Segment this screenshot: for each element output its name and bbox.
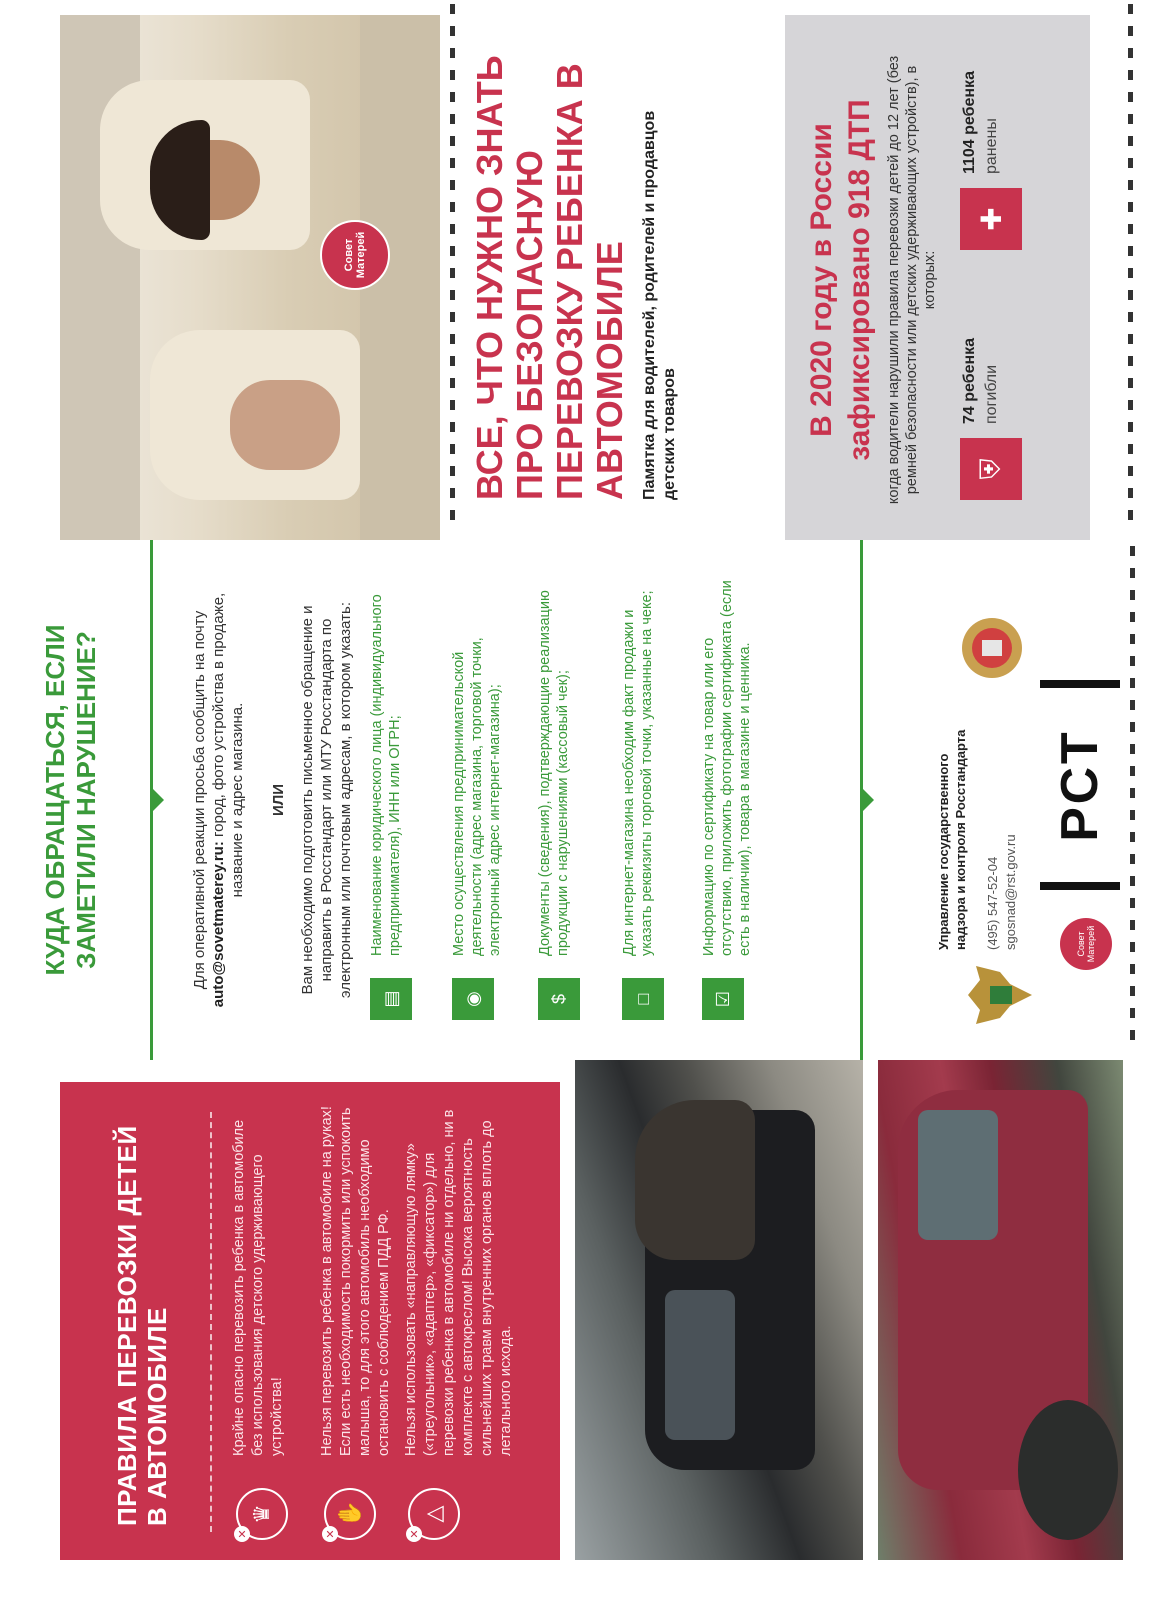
certificate-icon: ☑ xyxy=(702,978,744,1020)
crashed-red-car-photo xyxy=(878,1060,1123,1560)
stats-text: когда водители нарушили правила перевозки детей до 12 лет (без ремней безопасности или детских удерживающих устройств), в которых: xyxy=(886,55,938,505)
dash-mark xyxy=(1128,246,1133,256)
requirement-text: Для интернет-магазина необходим факт продажи и указать реквизиты торговой точки, указанные на чеке; xyxy=(621,590,655,956)
dash-mark xyxy=(450,26,455,36)
laptop-icon: □ xyxy=(622,978,664,1020)
dash-mark xyxy=(1130,876,1135,886)
dash-mark xyxy=(450,378,455,388)
rules-panel xyxy=(0,1060,1163,1600)
traffic-police-emblem-icon xyxy=(960,616,1024,680)
report-panel xyxy=(0,540,1163,1060)
sovet-materey-logo: Совет Матерей xyxy=(1060,918,1112,970)
dash-mark xyxy=(450,70,455,80)
dash-mark xyxy=(1130,788,1135,798)
report-email-link[interactable]: auto@sovetmaterey.ru: xyxy=(210,841,227,1008)
dash-mark xyxy=(1130,898,1135,908)
report-write-text: Вам необходимо подготовить письменное обращение и направить в Росстандарт или МТУ Росстандарта по электронным или почтовым адресам, в котором указать: xyxy=(299,601,354,999)
dash-mark xyxy=(1130,744,1135,754)
dash-mark xyxy=(1130,810,1135,820)
dash-mark xyxy=(450,268,455,278)
dash-mark xyxy=(1130,986,1135,996)
triangle-strap-crossed-icon: ✕ △ xyxy=(408,1488,460,1540)
dash-mark xyxy=(1130,722,1135,732)
cover-subtitle: Памятка для водителей, родителей и продавцов детских товаров xyxy=(641,110,678,500)
stat-label: погибли xyxy=(983,364,1000,424)
dash-mark xyxy=(1130,1008,1135,1018)
cover-title: ВСЕ, ЧТО НУЖНО ЗНАТЬ ПРО БЕЗОПАСНУЮ ПЕРЕВОЗКУ РЕБЕНКА В АВТОМОБИЛЕ xyxy=(469,55,630,500)
dash-mark xyxy=(1128,378,1133,388)
child-seat-crossed-icon: ✕ ♛ xyxy=(236,1488,288,1540)
dash-mark xyxy=(450,114,455,124)
requirement-text: Место осуществления предпринимательской деятельности (адрес магазина, торговой точки, электронный адрес интернет-магазина); xyxy=(451,637,503,956)
eagle-emblem-icon xyxy=(960,960,1038,1030)
stat-number: 74 ребенка xyxy=(961,337,978,424)
dash-mark xyxy=(1130,678,1135,688)
agency-name: Управление государственного надзора и контроля Росстандарта xyxy=(936,729,968,950)
rst-logo: РСТ xyxy=(1040,680,1120,890)
or-label: ИЛИ xyxy=(270,783,287,817)
dash-mark xyxy=(450,400,455,410)
dash-mark xyxy=(1128,202,1133,212)
stat-number: 1104 ребенка xyxy=(961,71,978,174)
report-intro xyxy=(190,580,247,1020)
dash-mark xyxy=(450,224,455,234)
dash-mark xyxy=(1130,854,1135,864)
rule-text: Крайне опасно перевозить ребенка в автомобиле без использования детского удерживающего устройства! xyxy=(231,1119,285,1456)
stat-item xyxy=(945,50,1055,250)
sovet-materey-badge: Совет Матерей xyxy=(320,220,390,290)
dash-mark xyxy=(1128,136,1133,146)
divider xyxy=(210,1112,212,1532)
dash-mark xyxy=(450,444,455,454)
dash-mark xyxy=(1128,92,1133,102)
dash-mark xyxy=(450,466,455,476)
dash-mark xyxy=(1128,334,1133,344)
stat-label: ранены xyxy=(983,118,1000,174)
dash-mark xyxy=(1130,590,1135,600)
rules-box xyxy=(60,1082,560,1560)
dash-mark xyxy=(450,136,455,146)
dash-mark xyxy=(450,290,455,300)
dash-mark xyxy=(1128,312,1133,322)
mother-child-car-photo xyxy=(60,15,440,540)
stats-box xyxy=(785,15,1090,540)
dash-mark xyxy=(1130,920,1135,930)
dash-mark xyxy=(1130,832,1135,842)
dash-mark xyxy=(450,334,455,344)
dash-mark xyxy=(1128,290,1133,300)
dash-mark xyxy=(1128,510,1133,520)
dash-mark xyxy=(1130,942,1135,952)
report-title: КУДА ОБРАЩАТЬСЯ, ЕСЛИ ЗАМЕТИЛИ НАРУШЕНИЕ? xyxy=(40,624,101,976)
rule-text: Нельзя использовать «направляющую лямку» («треугольник», «адаптер», «фиксатор») для перевозки ребенка в автомобиле ни отдельно, ни в комплекте с автокреслом! Высока вероятность сильнейших травм внутренних органов вплоть до летального исхода. xyxy=(403,1109,514,1456)
dash-mark xyxy=(450,246,455,256)
dash-mark xyxy=(1128,26,1133,36)
dash-mark xyxy=(1128,224,1133,234)
dash-mark xyxy=(1128,180,1133,190)
dash-mark xyxy=(1130,546,1135,556)
dash-mark xyxy=(450,92,455,102)
arrow-down-icon xyxy=(152,788,164,812)
stat-item xyxy=(945,300,1055,500)
receipt-icon: $ xyxy=(538,978,580,1020)
dash-mark xyxy=(450,158,455,168)
bandage-icon: ✚ xyxy=(960,188,1022,250)
arrow-down-icon xyxy=(862,788,874,812)
dash-mark xyxy=(1128,114,1133,124)
dash-mark xyxy=(1130,1030,1135,1040)
agency-email-link[interactable]: sgosnad@rst.gov.ru xyxy=(1003,834,1018,950)
dash-mark xyxy=(1130,964,1135,974)
requirement-text: Наименование юридического лица (индивидуального предпринимателя), ИНН или ОГРН; xyxy=(369,594,403,956)
dash-mark xyxy=(450,4,455,14)
dash-mark xyxy=(1128,356,1133,366)
dash-mark xyxy=(1130,656,1135,666)
dash-mark xyxy=(450,356,455,366)
dash-mark xyxy=(450,180,455,190)
intro-text: Для оперативной реакции просьба сообщить на почту xyxy=(191,610,208,990)
dash-mark xyxy=(1128,158,1133,168)
location-pin-icon: ◉ xyxy=(452,978,494,1020)
dash-mark xyxy=(450,202,455,212)
agency-phone: (495) 547-52-04 xyxy=(985,856,1000,950)
stats-title: В 2020 году в России зафиксировано 918 ДТП xyxy=(805,99,876,461)
dash-mark xyxy=(1128,268,1133,278)
dash-mark xyxy=(450,510,455,520)
cover-panel xyxy=(0,0,1163,540)
dash-mark xyxy=(1130,766,1135,776)
dash-mark xyxy=(1130,612,1135,622)
memorial-icon: ⛨ xyxy=(960,438,1022,500)
rules-title: ПРАВИЛА ПЕРЕВОЗКИ ДЕТЕЙ В АВТОМОБИЛЕ xyxy=(112,1125,172,1526)
dash-mark xyxy=(450,48,455,58)
id-card-icon: ▤ xyxy=(370,978,412,1020)
dash-mark xyxy=(1130,568,1135,578)
dash-mark xyxy=(1128,48,1133,58)
dash-mark xyxy=(450,312,455,322)
dash-mark xyxy=(450,422,455,432)
dash-mark xyxy=(1128,466,1133,476)
dash-mark xyxy=(1128,400,1133,410)
rule-text: Нельзя перевозить ребенка в автомобиле на руках! Если есть необходимость покормить или успокоить малыша, то для этого автомобиль необходимо остановить с соблюдением ПДД РФ. xyxy=(319,1106,392,1456)
dash-mark xyxy=(1130,700,1135,710)
dash-mark xyxy=(1130,634,1135,644)
dash-mark xyxy=(1128,422,1133,432)
dash-mark xyxy=(1128,488,1133,498)
dash-mark xyxy=(1128,4,1133,14)
requirement-text: Документы (сведения), подтверждающие реализацию продукции с нарушениями (кассовый чек); xyxy=(537,590,571,956)
requirement-text: Информацию по сертификату на товар или его отсутствию, приложить фотографии сертификата (если есть в наличии), товара в магазине и ценника. xyxy=(701,580,753,956)
dash-mark xyxy=(1128,70,1133,80)
crashed-car-photo xyxy=(575,1060,863,1560)
dash-mark xyxy=(450,488,455,498)
hands-crossed-icon: ✕ ✋ xyxy=(324,1488,376,1540)
dash-mark xyxy=(1128,444,1133,454)
intro-text: город, фото устройства в продаже, название и адрес магазина. xyxy=(210,592,246,898)
